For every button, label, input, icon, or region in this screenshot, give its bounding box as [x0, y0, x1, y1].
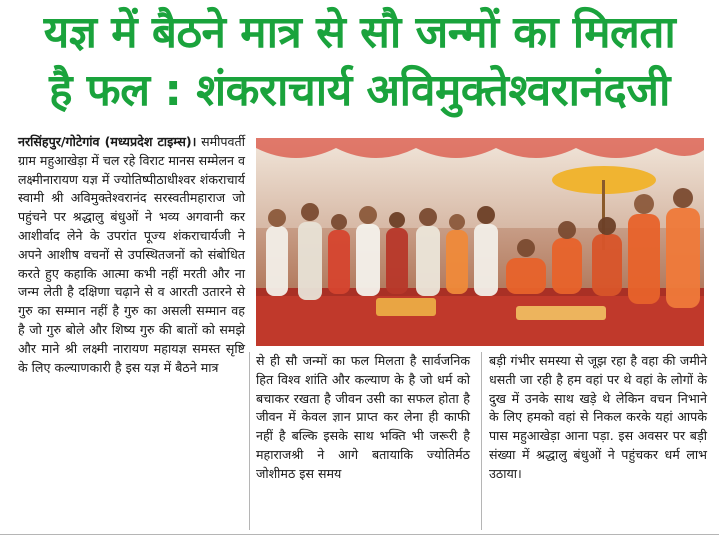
article-column-3 — [489, 352, 707, 484]
headline-line-2: है फल : शंकराचार्य अविमुक्तेश्वरानंदजी — [49, 65, 670, 116]
article-col3-text: बड़ी गंभीर समस्या से जूझ रहा है वहा की जमीने धसती जा रही है हम वहां पर थे वहां के लोगों के दुख में उनके साथ खड़े थे लेकिन वचन निभाने के लिए हमको वहां से निकल करके यहां आपके पास महुआखेड़ा आना पड़ा. इस अवसर पर बड़ी संख्या में श्रद्धालु बंधुओं ने पहुंचकर धर्म लाभ उठाया। — [489, 353, 707, 481]
bottom-rule — [0, 534, 719, 535]
headline — [0, 0, 719, 128]
column-divider-left — [249, 352, 250, 530]
headline-line-1: यज्ञ में बैठने मात्र से सौ जन्मों का मिलता — [43, 7, 676, 58]
dateline: नरसिंहपुर/गोटेगांव (मध्यप्रदेश टाइम्स)। — [18, 134, 197, 149]
news-photo-illustration — [256, 138, 704, 346]
article-column-2 — [256, 352, 470, 484]
article-col2-text: से ही सौ जन्मों का फल मिलता है सार्वजनिक हित विश्व शांति और कल्याण के है जो धर्म को बचाकर रखता है जीवन उसी का सफल होता है जीवन में केवल ज्ञान प्राप्त कर लेना ही काफी नहीं है बल्कि इसके साथ भक्ति भी जरूरी है महाराजश्री ने आगे बतायाकि ज्योतिर्मठ जोशीमठ इस समय — [256, 353, 470, 481]
article-col1-text: समीपवर्ती ग्राम महुआखेड़ा में चल रहे विराट मानस सम्मेलन व लक्ष्मीनारायण यज्ञ में ज्योतिष्पीठाधीश्वर शंकराचार्य स्वामी श्री अविमुक्तेश्वरानंद सरस्वतीमहाराज जो पहुंचने पर श्रद्धालु बंधुओं ने भव्य अगवानी कर आशीर्वाद लेने के उपरांत पूज्य शंकराचार्यजी ने अपने आशीष वचनों से उपस्थितजनों को संबोधित करते हुए कहाकि आत्मा कभी नहीं मरती और ना जन्म लेती है दक्षिणा चढ़ाने से व आरती उतारने से गुरु का सम्मान नहीं है गुरु का असली सम्मान वह है जो गुरु बोले और शिष्य गुरु की बातों को समझे और माने श्री लक्ष्मी नारायण महायज्ञ समस्त सृष्टि के लिए कल्याणकारी है इस यज्ञ में बैठने मात्र — [18, 134, 245, 375]
column-divider-right — [481, 352, 482, 530]
news-photo — [256, 138, 704, 346]
article-column-1 — [18, 133, 245, 377]
